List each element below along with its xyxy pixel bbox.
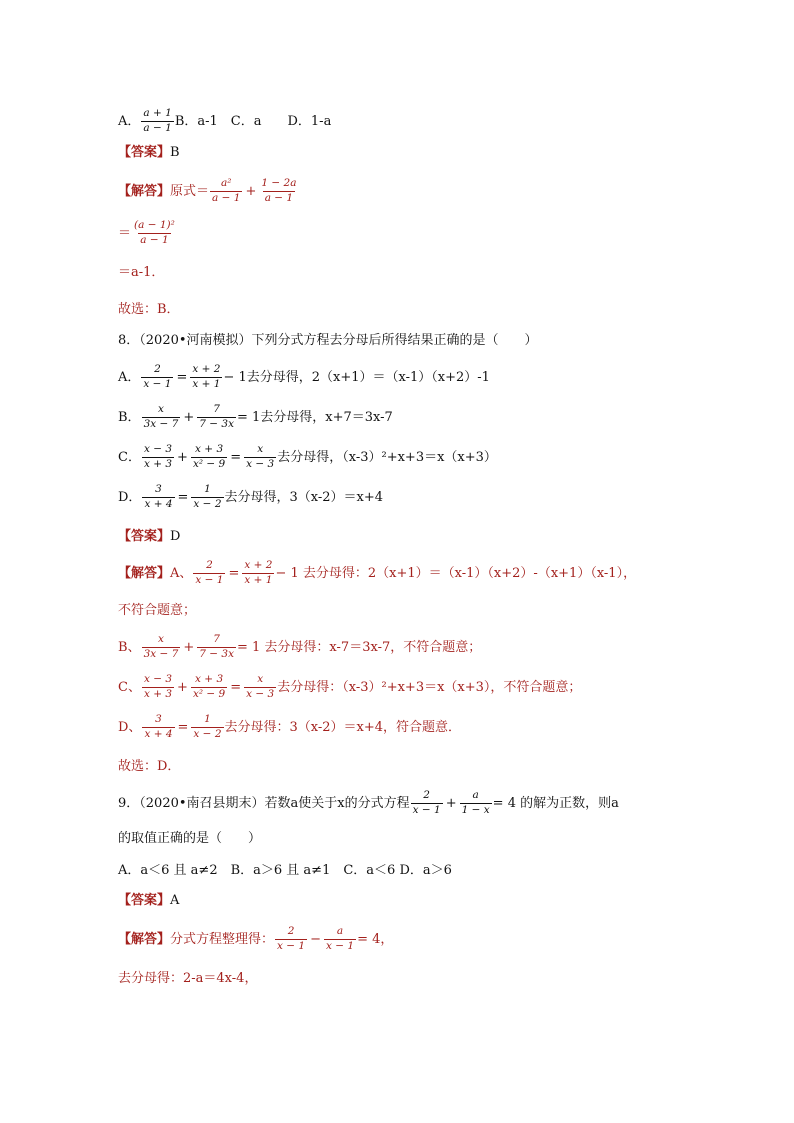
q9-solution: 【解答】 分式方程整理得： $\frac{2}{x - 1}$ − $\frac{a}{x - 1}$ = 4， [118, 925, 394, 952]
fraction: $\frac{x}{x - 3}$ [246, 443, 275, 470]
option-text: B．a-1 C．a D．1-a [174, 113, 332, 129]
fraction: $\frac{x - 3}{x + 3}$ [143, 673, 173, 700]
fraction: $\frac{2}{x - 1}$ [195, 559, 224, 586]
q8-solution-c: C、 $\frac{x - 3}{x + 3}$ + $\frac{x + 3}{\text{x² − 9}}$ = $\frac{x}{x - 3}$ 去分母得：（x-3）²+x+3＝x（x+3），不符合题意； [118, 673, 582, 700]
fraction: $\frac{7}{7 - 3x}$ [199, 403, 234, 430]
q8-option-c: C． $\frac{x - 3}{x + 3}$ + $\frac{x + 3}{\text{x² − 9}}$ = $\frac{x}{x - 3}$ 去分母得，（x-3）²+x+3＝x（x+3） [118, 443, 497, 470]
fraction: $\frac{1 - 2a}{a - 1}$ [261, 177, 297, 204]
q8-option-b: B． $\frac{x}{3x - 7}$ + $\frac{7}{7 - 3x}$ = 1去分母得，x+7＝3x-7 [118, 403, 393, 430]
q7-answer: 【答案】 B [118, 145, 180, 160]
option-label: A． [118, 113, 141, 129]
q9-stem-line2: 的取值正确的是（ ） [118, 831, 262, 846]
q8-solution-a: 【解答】 A、 $\frac{2}{x - 1}$ = $\frac{x + 2}{x + 1}$ − 1 去分母得：2（x+1）＝（x-1）（x+2）-（x+1）（x-1）， [118, 559, 637, 586]
q8-option-d: D． $\frac{3}{x + 4}$ = $\frac{1}{x - 2}$ 去分母得，3（x-2）＝x+4 [118, 483, 384, 510]
fraction: $\frac{3}{x + 4}$ [144, 483, 173, 510]
fraction: $\frac{x}{x - 3}$ [246, 673, 275, 700]
fraction: $\frac{7}{7 - 3x}$ [199, 633, 234, 660]
q8-solution-d: D、 $\frac{3}{x + 4}$ = $\frac{1}{x - 2}$ 去分母得：3（x-2）＝x+4，符合题意． [118, 713, 462, 740]
q8-option-a: A． $\frac{2}{x - 1}$ = $\frac{x + 2}{x + 1}$ − 1去分母得，2（x+1）＝（x-1）（x+2）-1 [118, 363, 490, 390]
q7-result: ＝a-1． [118, 265, 165, 280]
fraction: $\frac{x}{3x - 7}$ [143, 633, 179, 660]
fraction: $\frac{2}{x - 1}$ [277, 925, 306, 952]
q8-choose: 故选：D． [118, 759, 181, 774]
q8-stem: 8．（2020•河南模拟）下列分式方程去分母后所得结果正确的是（ ） [118, 333, 538, 348]
fraction: $\frac{\text{(a − 1)²}}{a - 1}$ [134, 219, 175, 246]
q9-stem: 9．（2020•南召县期末）若数a使关于x的分式方程 $\frac{2}{x - 1}$ + $\frac{a}{1 - x}$ = 4 的解为正数，则a [118, 789, 619, 816]
fraction: $\frac{1}{x - 2}$ [193, 713, 222, 740]
fraction: $\frac{x + 2}{x + 1}$ [244, 559, 273, 586]
q7-choose: 故选：B． [118, 302, 180, 317]
q7-solution-step: ＝ $\frac{\text{(a − 1)²}}{a - 1}$ [118, 219, 175, 246]
fraction: $\frac{1}{x - 2}$ [193, 483, 222, 510]
fraction: $\frac{2}{x - 1}$ [143, 363, 172, 390]
fraction: $\frac{x + 3}{\text{x² − 9}}$ [192, 673, 226, 700]
fraction: $\frac{x + 2}{x + 1}$ [192, 363, 221, 390]
fraction: $\frac{x + 3}{\text{x² − 9}}$ [192, 443, 226, 470]
q8-answer: 【答案】 D [118, 529, 181, 544]
fraction: $\frac{a}{1 - x}$ [461, 789, 490, 816]
fraction: $\frac{3}{x + 4}$ [144, 713, 173, 740]
fraction: $\frac{\text{a²}}{a - 1}$ [212, 177, 241, 204]
fraction: $\frac{a}{x - 1}$ [326, 925, 355, 952]
fraction: $\frac{x - 3}{x + 3}$ [143, 443, 173, 470]
fraction: $\frac{2}{x - 1}$ [412, 789, 441, 816]
q8-solution-b: B、 $\frac{x}{3x - 7}$ + $\frac{7}{7 - 3x}$ = 1 去分母得：x-7＝3x-7，不符合题意； [118, 633, 482, 660]
q9-options: A．a＜6 且 a≠2 B．a＞6 且 a≠1 C．a＜6 D．a＞6 [118, 863, 452, 878]
fraction: $\frac{a + 1}{a - 1}$ [143, 107, 172, 134]
q9-solution-step: 去分母得：2-a＝4x-4， [118, 971, 258, 986]
q9-answer: 【答案】 A [118, 893, 180, 908]
q7-options [118, 108, 331, 134]
fraction: $\frac{x}{3x - 7}$ [143, 403, 179, 430]
q8-solution-a-verdict: 不符合题意； [118, 603, 197, 618]
q7-solution: 【解答】 原式＝ $\frac{\text{a²}}{a - 1}$ + $\frac{1 - 2a}{a - 1}$ [118, 177, 297, 204]
